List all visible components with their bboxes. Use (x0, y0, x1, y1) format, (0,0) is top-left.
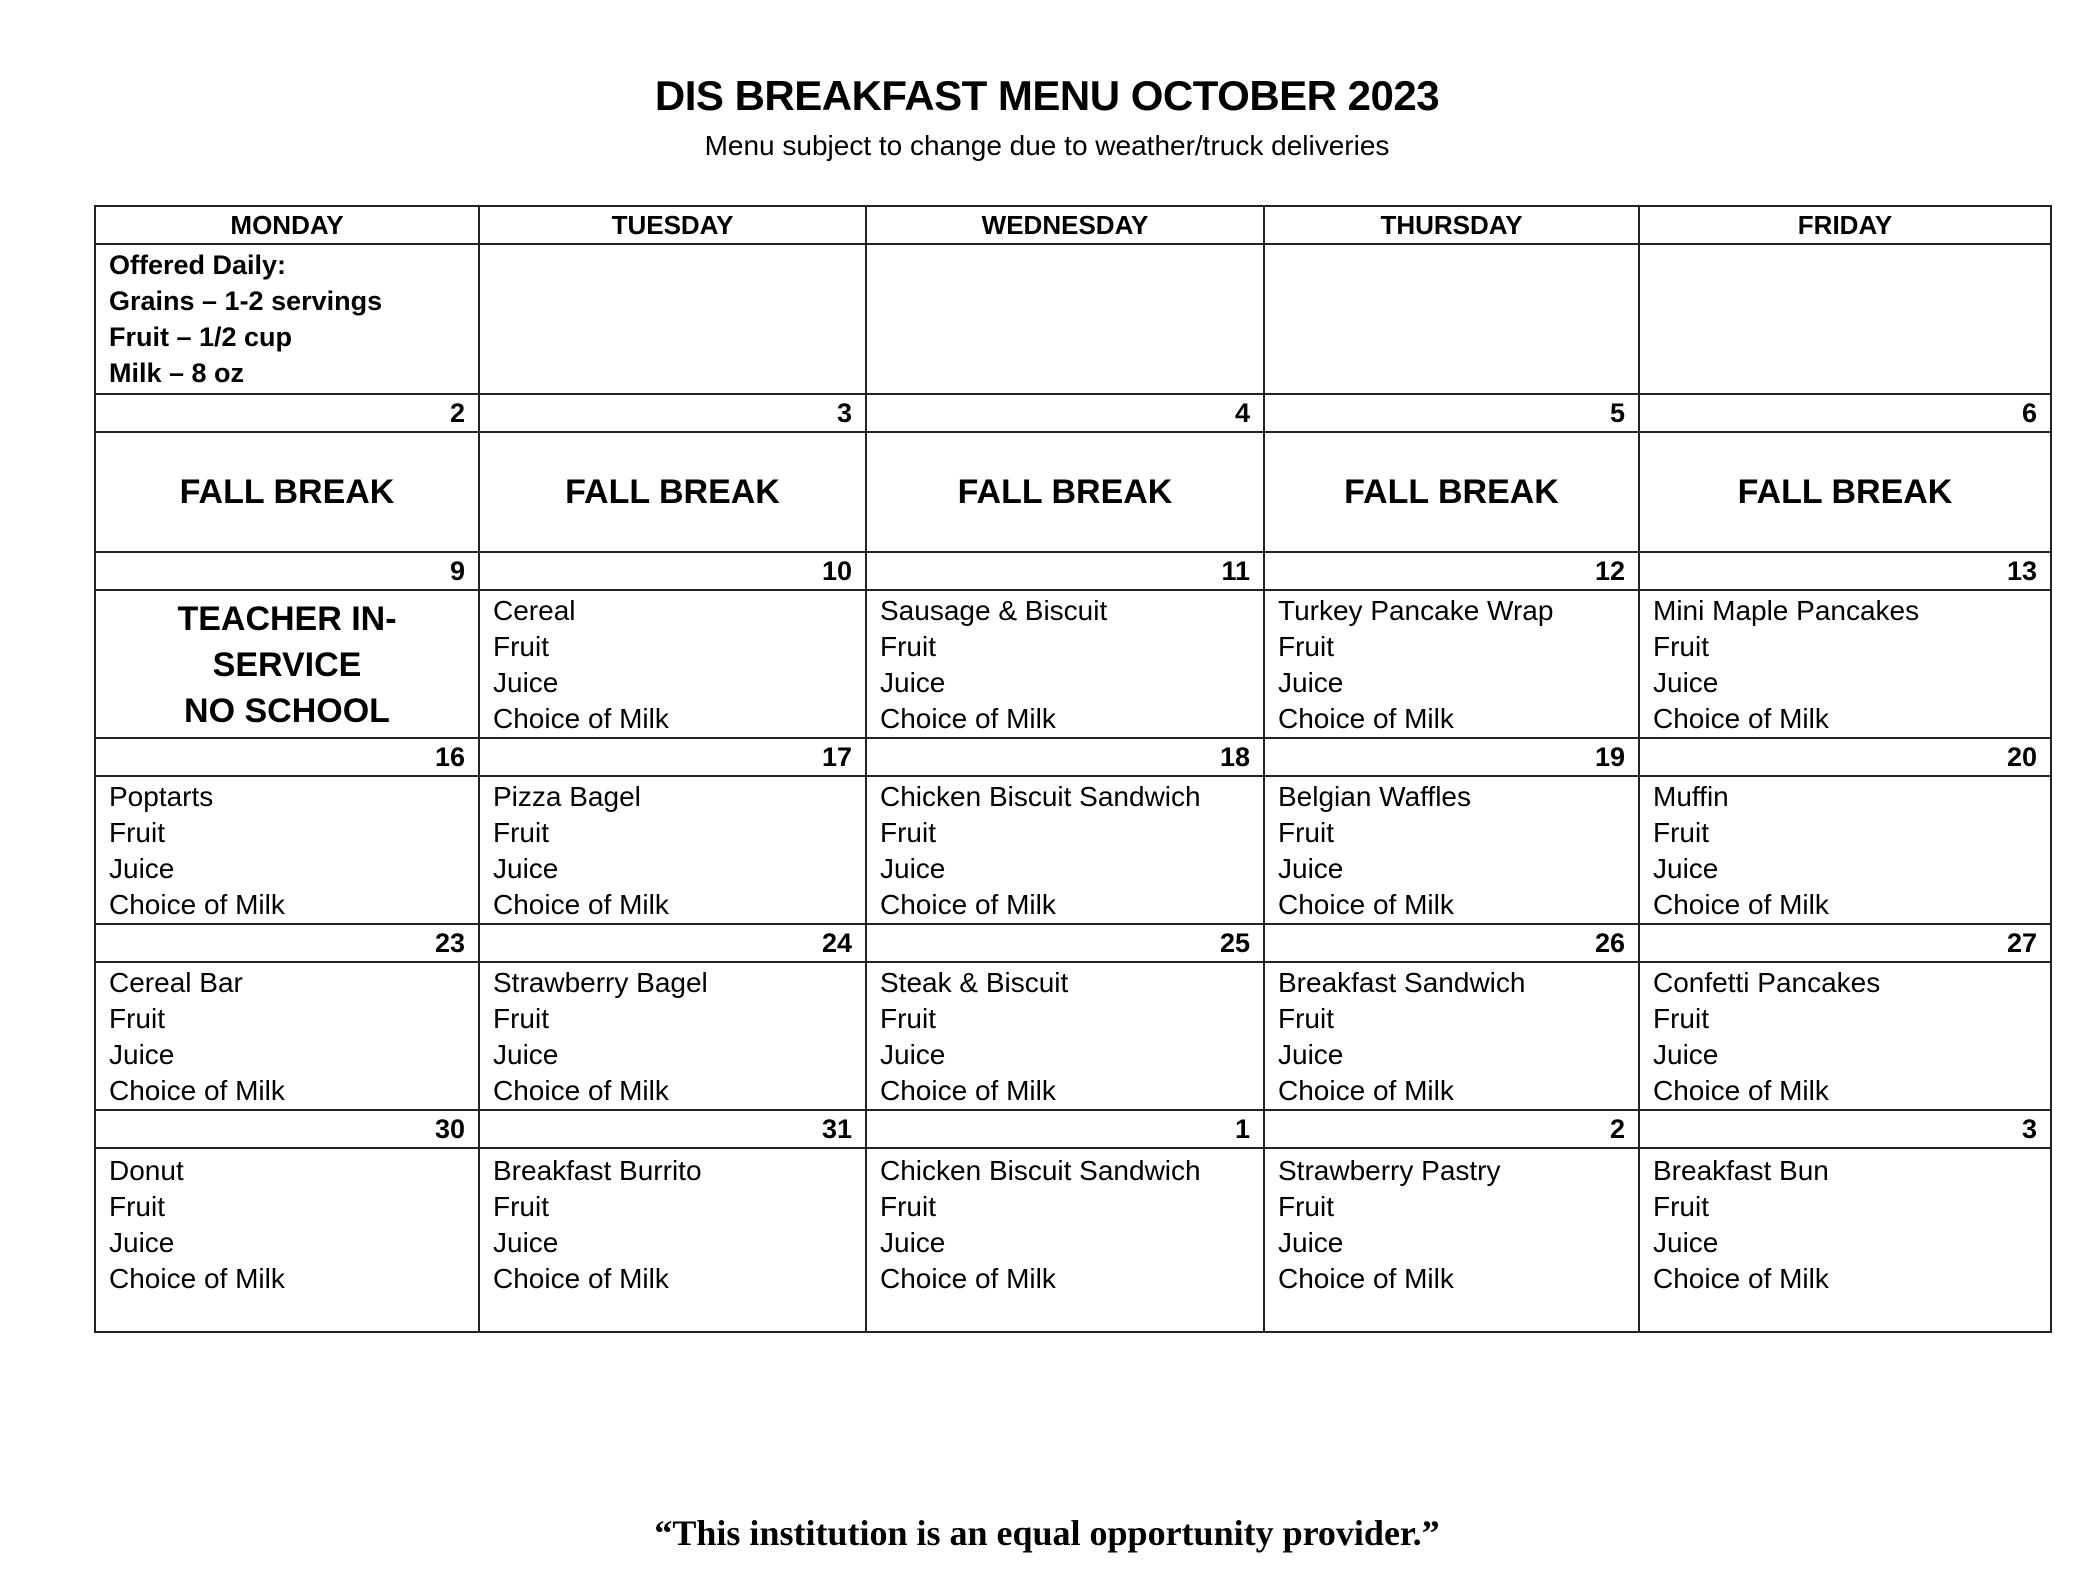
menu-item: Choice of Milk (880, 1075, 1056, 1106)
date-number: 18 (866, 738, 1264, 776)
equal-opportunity-statement: “This institution is an equal opportunity provider.” (654, 1513, 1440, 1553)
fall-break-cell: FALL BREAK (95, 432, 479, 552)
fall-break-cell: FALL BREAK (1264, 432, 1639, 552)
date-number: 17 (479, 738, 866, 776)
offered-daily-line: Offered Daily: (109, 250, 287, 280)
menu-item: Chicken Biscuit Sandwich (880, 1155, 1201, 1186)
menu-item: Choice of Milk (493, 1263, 669, 1294)
menu-cell (479, 1148, 866, 1332)
menu-item: Juice (493, 667, 559, 698)
menu-cell (95, 962, 479, 1110)
menu-item: Juice (880, 1227, 946, 1258)
menu-item: Juice (1278, 853, 1344, 884)
menu-item: Choice of Milk (109, 1263, 285, 1294)
menu-item: Fruit (1278, 1003, 1334, 1034)
menu-item: Choice of Milk (880, 703, 1056, 734)
menu-cell (866, 590, 1264, 738)
menu-row (95, 1148, 2051, 1332)
page-title: DIS BREAKFAST MENU OCTOBER 2023 (654, 72, 1440, 119)
menu-item: Choice of Milk (109, 889, 285, 920)
date-number: 27 (1639, 924, 2051, 962)
menu-item: Fruit (880, 1003, 936, 1034)
menu-item: Choice of Milk (1278, 1263, 1454, 1294)
menu-item: Fruit (493, 817, 549, 848)
weekday-header: THURSDAY (1264, 206, 1639, 244)
menu-item: Confetti Pancakes (1653, 967, 1881, 998)
menu-cell (95, 776, 479, 924)
fall-break-row (95, 432, 2051, 552)
menu-item: Choice of Milk (1278, 1075, 1454, 1106)
date-number: 2 (1264, 1110, 1639, 1148)
menu-item: Juice (880, 1039, 946, 1070)
menu-cell (1264, 590, 1639, 738)
date-number: 16 (95, 738, 479, 776)
menu-item: Breakfast Sandwich (1278, 967, 1526, 998)
menu-item: Juice (109, 853, 175, 884)
empty-cell (479, 244, 866, 394)
menu-item: Choice of Milk (880, 1263, 1056, 1294)
date-number: 6 (1639, 394, 2051, 432)
menu-item: Choice of Milk (493, 703, 669, 734)
menu-item: Juice (1653, 667, 1719, 698)
empty-cell (1639, 244, 2051, 394)
menu-item: Fruit (493, 1003, 549, 1034)
date-row (95, 1110, 2051, 1148)
weekday-header-row (95, 206, 2051, 244)
date-row (95, 394, 2051, 432)
menu-calendar (94, 205, 2052, 1333)
menu-item: Juice (1653, 1039, 1719, 1070)
menu-item: Pizza Bagel (493, 781, 641, 812)
menu-cell (479, 776, 866, 924)
menu-item: Juice (493, 853, 559, 884)
date-number: 1 (866, 1110, 1264, 1148)
menu-item: Fruit (1278, 631, 1334, 662)
menu-cell (479, 590, 866, 738)
menu-row (95, 776, 2051, 924)
menu-item: Fruit (493, 631, 549, 662)
menu-item: Steak & Biscuit (880, 967, 1069, 998)
date-number: 9 (95, 552, 479, 590)
menu-item: Cereal Bar (109, 967, 243, 998)
weeks-body (95, 394, 2051, 1332)
date-number: 3 (1639, 1110, 2051, 1148)
menu-item: Turkey Pancake Wrap (1278, 595, 1554, 626)
date-number: 13 (1639, 552, 2051, 590)
menu-cell (95, 1148, 479, 1332)
menu-item: Juice (493, 1039, 559, 1070)
menu-item: Fruit (1653, 817, 1709, 848)
date-number: 19 (1264, 738, 1639, 776)
menu-item: Fruit (1653, 1003, 1709, 1034)
offered-daily-line: Fruit – 1/2 cup (109, 322, 293, 352)
menu-item: Fruit (1278, 1191, 1334, 1222)
offered-daily-row (95, 244, 2051, 394)
menu-item: Breakfast Burrito (493, 1155, 702, 1186)
menu-item: Juice (1278, 667, 1344, 698)
weekday-header: WEDNESDAY (866, 206, 1264, 244)
date-number: 3 (479, 394, 866, 432)
empty-cell (866, 244, 1264, 394)
menu-item: Choice of Milk (1653, 1075, 1829, 1106)
menu-item: Choice of Milk (1653, 889, 1829, 920)
menu-item: Fruit (1653, 1191, 1709, 1222)
offered-daily-line: Grains – 1-2 servings (109, 286, 383, 316)
date-number: 23 (95, 924, 479, 962)
menu-item: Choice of Milk (109, 1075, 285, 1106)
menu-item: Strawberry Bagel (493, 967, 708, 998)
menu-item: Choice of Milk (1278, 889, 1454, 920)
notice-line: TEACHER IN-SERVICE (177, 600, 397, 684)
fall-break-cell: FALL BREAK (1639, 432, 2051, 552)
date-number: 30 (95, 1110, 479, 1148)
menu-item: Juice (1278, 1227, 1344, 1258)
menu-item: Juice (1653, 853, 1719, 884)
date-number: 25 (866, 924, 1264, 962)
menu-item: Juice (493, 1227, 559, 1258)
menu-item: Cereal (493, 595, 576, 626)
menu-item: Fruit (1653, 631, 1709, 662)
menu-item: Choice of Milk (1653, 1263, 1829, 1294)
menu-cell (1639, 962, 2051, 1110)
menu-item: Juice (880, 853, 946, 884)
menu-cell (1639, 590, 2051, 738)
menu-item: Sausage & Biscuit (880, 595, 1108, 626)
menu-item: Belgian Waffles (1278, 781, 1471, 812)
menu-item: Muffin (1653, 781, 1729, 812)
menu-item: Fruit (109, 817, 165, 848)
menu-item: Choice of Milk (493, 1075, 669, 1106)
menu-cell (1264, 1148, 1639, 1332)
date-number: 11 (866, 552, 1264, 590)
menu-cell (866, 962, 1264, 1110)
menu-item: Choice of Milk (1278, 703, 1454, 734)
menu-item: Choice of Milk (880, 889, 1056, 920)
menu-item: Donut (109, 1155, 184, 1186)
date-number: 12 (1264, 552, 1639, 590)
menu-item: Strawberry Pastry (1278, 1155, 1501, 1186)
date-number: 31 (479, 1110, 866, 1148)
menu-item: Fruit (109, 1191, 165, 1222)
offered-daily-cell (95, 244, 479, 394)
menu-cell (1264, 776, 1639, 924)
menu-item: Juice (1653, 1227, 1719, 1258)
menu-item: Fruit (880, 631, 936, 662)
date-number: 20 (1639, 738, 2051, 776)
menu-item: Choice of Milk (1653, 703, 1829, 734)
no-school-cell (95, 590, 479, 738)
menu-item: Juice (880, 667, 946, 698)
menu-cell (1639, 1148, 2051, 1332)
menu-item: Mini Maple Pancakes (1653, 595, 1920, 626)
menu-item: Juice (109, 1039, 175, 1070)
menu-item: Choice of Milk (493, 889, 669, 920)
menu-row (95, 590, 2051, 738)
menu-item: Fruit (880, 1191, 936, 1222)
menu-cell (1264, 962, 1639, 1110)
menu-item: Poptarts (109, 781, 214, 812)
page-subtitle: Menu subject to change due to weather/truck deliveries (704, 130, 1390, 161)
weekday-header: TUESDAY (479, 206, 866, 244)
menu-row (95, 962, 2051, 1110)
menu-item: Breakfast Bun (1653, 1155, 1829, 1186)
menu-item: Fruit (493, 1191, 549, 1222)
notice-line: NO SCHOOL (184, 692, 390, 730)
menu-item: Fruit (1278, 817, 1334, 848)
date-row (95, 924, 2051, 962)
menu-cell (479, 962, 866, 1110)
menu-cell (866, 776, 1264, 924)
date-number: 4 (866, 394, 1264, 432)
weekday-header: MONDAY (95, 206, 479, 244)
date-row (95, 738, 2051, 776)
weekday-header: FRIDAY (1639, 206, 2051, 244)
menu-item: Juice (1278, 1039, 1344, 1070)
menu-item: Fruit (880, 817, 936, 848)
menu-cell (866, 1148, 1264, 1332)
date-row (95, 552, 2051, 590)
fall-break-cell: FALL BREAK (479, 432, 866, 552)
menu-item: Juice (109, 1227, 175, 1258)
menu-item: Chicken Biscuit Sandwich (880, 781, 1201, 812)
date-number: 10 (479, 552, 866, 590)
menu-item: Fruit (109, 1003, 165, 1034)
fall-break-cell: FALL BREAK (866, 432, 1264, 552)
empty-cell (1264, 244, 1639, 394)
date-number: 2 (95, 394, 479, 432)
date-number: 5 (1264, 394, 1639, 432)
date-number: 26 (1264, 924, 1639, 962)
date-number: 24 (479, 924, 866, 962)
offered-daily-line: Milk – 8 oz (109, 358, 245, 388)
menu-cell (1639, 776, 2051, 924)
